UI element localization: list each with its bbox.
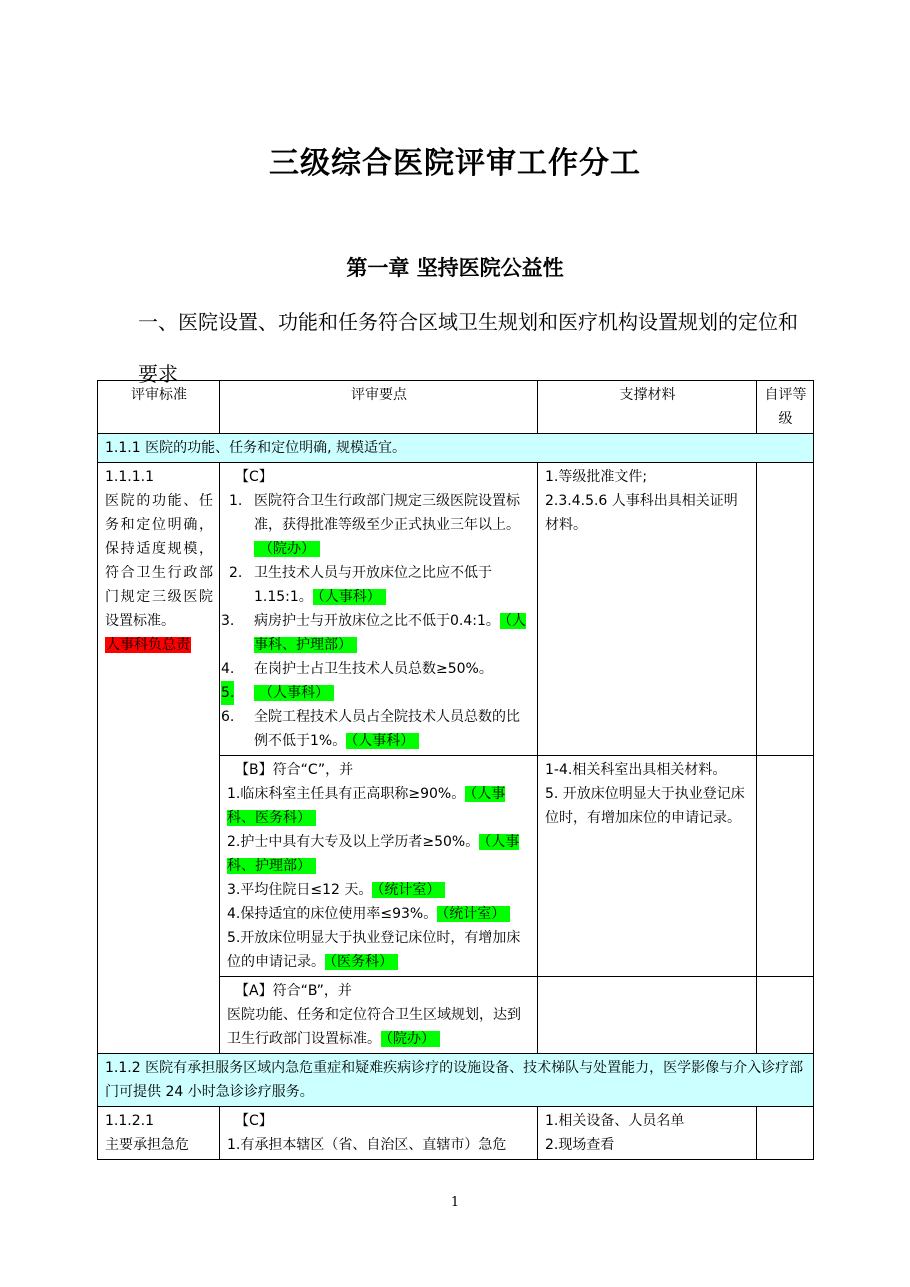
material-line: 1.相关设备、人员名单 xyxy=(545,1113,685,1129)
material-line: 2.现场查看 xyxy=(545,1137,615,1153)
material-line: 2.3.4.5.6 人事科出具相关证明材料。 xyxy=(545,493,738,533)
dept-tag: （院办） xyxy=(254,541,320,557)
grade-c-list xyxy=(221,489,531,753)
material-line: 1-4.相关科室出具相关材料。 xyxy=(545,762,727,778)
item-number: 6. xyxy=(221,709,235,725)
dept-tag: （统计室） xyxy=(437,906,510,922)
grade-a-text: 医院功能、任务和定位符合卫生区域规划，达到卫生行政部门设置标准。 （院办） xyxy=(227,1007,521,1047)
materials-b-cell xyxy=(538,756,757,977)
section-heading: 一、医院设置、功能和任务符合区域卫生规划和医疗机构设置规划的定位和要求 xyxy=(138,310,798,386)
grade-c-cell xyxy=(220,463,538,756)
grade-c-item xyxy=(229,489,531,561)
dept-tag: （人事科） xyxy=(254,685,334,701)
table-header-row xyxy=(98,381,814,434)
item-text: 2.护士中具有大专及以上学历者≥50%。 xyxy=(227,834,480,850)
materials-cell xyxy=(538,1107,757,1160)
grade-a-label: 【A】符合“B”，并 xyxy=(235,983,352,999)
grade-c-cell xyxy=(220,1107,538,1160)
item-text: 4.保持适宜的床位使用率≤93%。 xyxy=(227,906,438,922)
standard-cell xyxy=(98,463,220,1054)
header-materials: 支撑材料 xyxy=(538,381,757,434)
materials-a-cell xyxy=(538,977,757,1054)
chapter-heading: 第一章 坚持医院公益性 xyxy=(346,256,564,280)
item-number: 2. xyxy=(229,565,243,581)
grade-a-cell xyxy=(220,977,538,1054)
grade-b-item xyxy=(227,782,531,830)
dept-tag: （人事科、护理部） xyxy=(227,834,520,874)
self-grade-cell[interactable] xyxy=(757,977,814,1054)
review-table xyxy=(97,380,814,1160)
dept-tag: （人事科） xyxy=(346,733,419,749)
document-title: 三级综合医院评审工作分工 xyxy=(269,146,641,181)
dept-tag: （院办） xyxy=(381,1031,440,1047)
self-grade-cell[interactable] xyxy=(757,1107,814,1160)
item-text: 5.开放床位明显大于执业登记床位时，有增加床位的申请记录。 xyxy=(227,930,521,970)
grade-c-item xyxy=(221,609,531,657)
grade-c-item xyxy=(229,561,531,609)
grade-c-label: 【C】 xyxy=(235,1113,273,1129)
grade-b-item xyxy=(227,902,531,926)
grade-b-item xyxy=(227,830,531,878)
item-text: 1.临床科室主任具有正高职称≥90%。 xyxy=(227,786,466,802)
standard-id: 1.1.2.1 xyxy=(105,1113,154,1129)
item-text: 卫生技术人员与开放床位之比应不低于1.15:1。 xyxy=(254,565,492,605)
owner-badge: 人事科负总责 xyxy=(106,637,190,653)
dept-tag: （人事科、护理部） xyxy=(254,613,526,653)
standard-id: 1.1.1.1 xyxy=(105,469,154,485)
item-number: 5. xyxy=(221,681,234,705)
standard-text: 医院的功能、任务和定位明确，保持适度规模，符合卫生行政部门规定三级医院设置标准。 xyxy=(105,493,213,629)
category-1-1-2: 1.1.2 医院有承担服务区域内急危重症和疑难疾病诊疗的设施设备、技术梯队与处置能力，医学影像与介入诊疗部门可提供 24 小时急诊诊疗服务。 xyxy=(98,1054,814,1107)
header-points: 评审要点 xyxy=(220,381,538,434)
grade-c-item xyxy=(221,657,531,681)
item-text: 3.平均住院日≤12 天。 xyxy=(227,882,373,898)
item-number: 4. xyxy=(221,661,235,677)
header-standard: 评审标准 xyxy=(98,381,220,434)
category-row xyxy=(98,434,814,463)
material-line: 1.等级批准文件; xyxy=(545,469,648,485)
standard-text: 主要承担急危 xyxy=(105,1137,189,1153)
item-text: 全院工程技术人员占全院技术人员总数的比例不低于1%。 xyxy=(254,709,520,749)
dept-tag: （统计室） xyxy=(372,882,445,898)
item-text: 医院符合卫生行政部门规定三级医院设置标准，获得批准等级至少正式执业三年以上。 xyxy=(254,493,520,533)
grade-b-cell xyxy=(220,756,538,977)
table-row xyxy=(98,1107,814,1160)
self-grade-cell[interactable] xyxy=(757,463,814,756)
grade-b-list xyxy=(227,782,531,974)
grade-c-text: 1.有承担本辖区（省、自治区、直辖市）急危 xyxy=(227,1137,507,1153)
grade-c-label: 【C】 xyxy=(235,469,273,485)
standard-cell xyxy=(98,1107,220,1160)
grade-b-item xyxy=(227,878,531,902)
self-grade-cell[interactable] xyxy=(757,756,814,977)
page-number: 1 xyxy=(450,1195,460,1210)
dept-tag: （医务科） xyxy=(325,954,398,970)
materials-c-cell xyxy=(538,463,757,756)
category-1-1-1: 1.1.1 医院的功能、任务和定位明确, 规模适宜。 xyxy=(98,434,814,463)
item-text: 病房护士与开放床位之比不低于0.4:1。 xyxy=(254,613,500,629)
dept-tag: （人事科） xyxy=(313,589,386,605)
dept-tag: （人事科、医务科） xyxy=(227,786,506,826)
category-row xyxy=(98,1054,814,1107)
item-number: 3. xyxy=(221,613,235,629)
item-text: 在岗护士占卫生技术人员总数≥50%。 xyxy=(254,661,493,677)
grade-c-item xyxy=(221,705,531,753)
table-row xyxy=(98,463,814,756)
item-number: 1. xyxy=(229,493,243,509)
header-self-grade: 自评等级 xyxy=(757,381,814,434)
material-line: 5. 开放床位明显大于执业登记床位时，有增加床位的申请记录。 xyxy=(545,786,745,826)
grade-c-item xyxy=(221,681,531,705)
grade-b-item xyxy=(227,926,531,974)
grade-b-label: 【B】符合“C”，并 xyxy=(235,762,354,778)
